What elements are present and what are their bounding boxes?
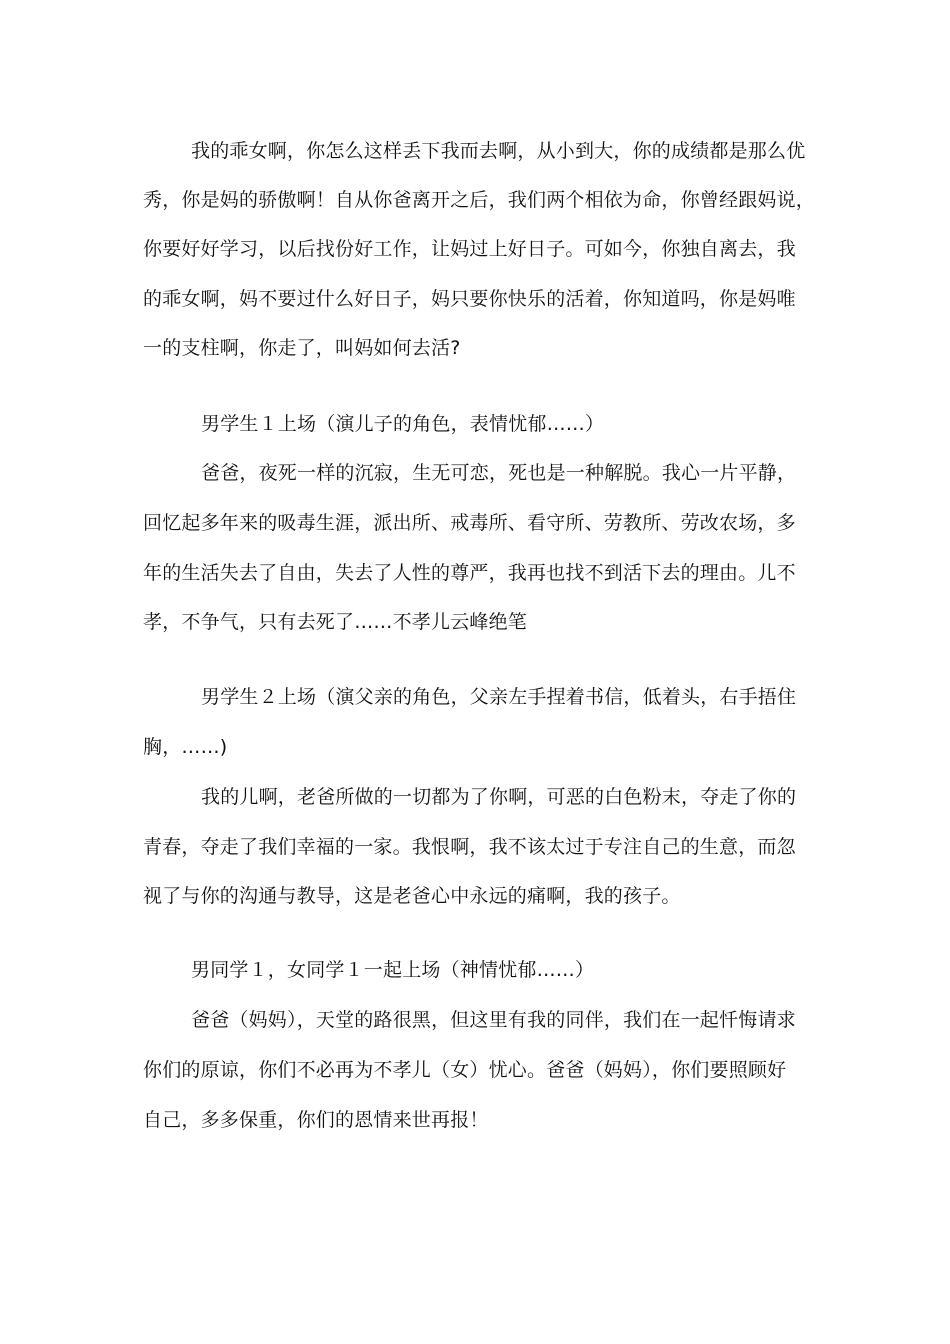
text-line: 爸爸（妈妈），天堂的路很黑，但这里有我的同伴，我们在一起忏悔请求 [191, 1009, 796, 1031]
text-line: 年的生活失去了自由，失去了人性的尊严，我再也找不到活下去的理由。儿不 [143, 562, 796, 584]
text-line: 孝，不争气，只有去死了……不孝儿云峰绝笔 [143, 611, 528, 633]
text-line: 回忆起多年来的吸毒生涯，派出所、戒毒所、看守所、劳教所、劳改农场，多 [143, 512, 796, 534]
stage-direction: 胸，……) [143, 736, 228, 758]
text-line: 我的乖女啊，你怎么这样丢下我而去啊，从小到大，你的成绩都是那么优 [191, 140, 806, 162]
text-line: 你要好好学习，以后找份好工作，让妈过上好日子。可如今，你独自离去，我 [143, 238, 796, 260]
text-line: 一的支柱啊，你走了，叫妈如何去活? [143, 337, 461, 359]
text-line: 自己，多多保重，你们的恩情来世再报！ [143, 1109, 489, 1131]
stage-direction: 男学生１上场（演儿子的角色，表情忧郁……） [201, 413, 605, 435]
text-line: 我的儿啊，老爸所做的一切都为了你啊，可恶的白色粉末，夺走了你的 [201, 786, 797, 808]
text-line: 爸爸，夜死一样的沉寂，生无可恋，死也是一种解脱。我心一片平静， [201, 462, 797, 484]
stage-direction: 男学生２上场（演父亲的角色，父亲左手捏着书信，低着头，右手捂住 [201, 686, 797, 708]
text-line: 秀，你是妈的骄傲啊！自从你爸离开之后，我们两个相依为命，你曾经跟妈说， [143, 189, 816, 211]
text-line: 你们的原谅，你们不必再为不孝儿（女）忧心。爸爸（妈妈），你们要照顾好 [143, 1059, 787, 1081]
stage-direction: 男同学１，女同学１一起上场（神情忧郁……） [191, 959, 595, 981]
text-line: 的乖女啊，妈不要过什么好日子，妈只要你快乐的活着，你知道吗，你是妈唯 [143, 288, 796, 310]
text-line: 青春，夺走了我们幸福的一家。我恨啊，我不该太过于专注自己的生意，而忽 [143, 836, 796, 858]
text-line: 视了与你的沟通与教导，这是老爸心中永远的痛啊，我的孩子。 [143, 885, 681, 907]
